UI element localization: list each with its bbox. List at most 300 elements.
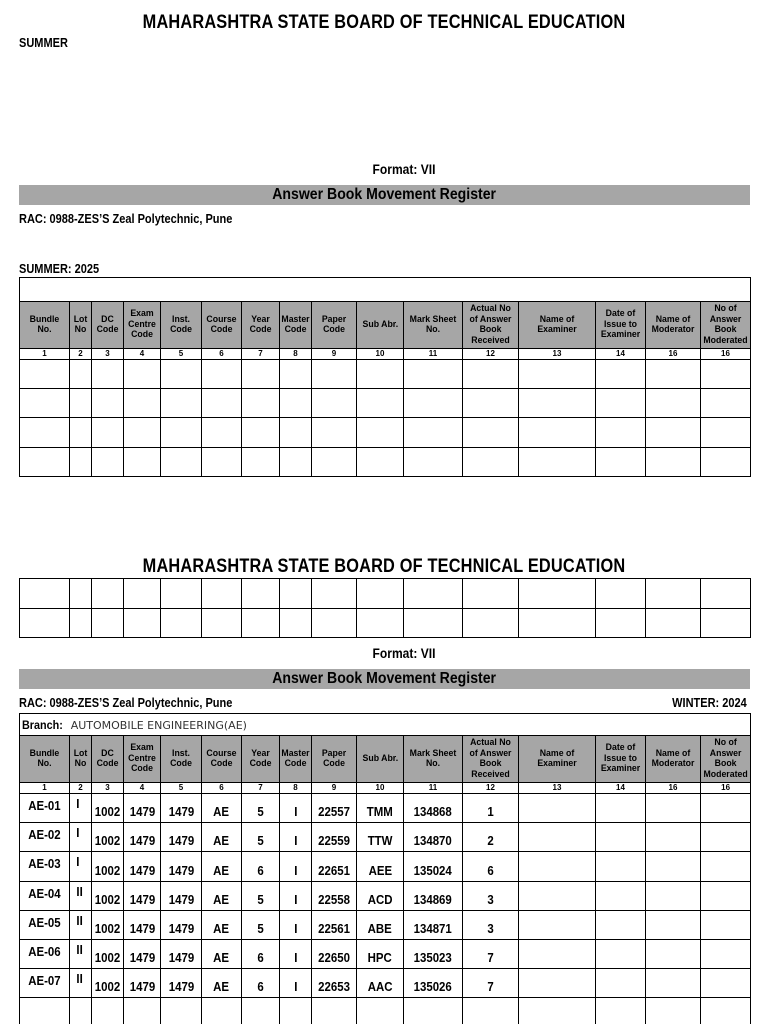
- column-header: [161, 736, 202, 783]
- table-cell[interactable]: [646, 852, 701, 881]
- table-cell[interactable]: [646, 969, 701, 998]
- column-header-label: Exam Centre Code: [128, 308, 156, 341]
- table-cell: [312, 823, 357, 852]
- table-cell[interactable]: [280, 579, 312, 609]
- column-header: [519, 302, 596, 349]
- column-header-label: Paper Code: [321, 747, 347, 769]
- column-header-label: Mark Sheet No.: [409, 313, 457, 335]
- table-cell[interactable]: [70, 360, 92, 389]
- table-cell[interactable]: [312, 579, 357, 609]
- cell-value: ABE: [367, 920, 393, 936]
- column-header-label: Bundle No.: [29, 747, 60, 769]
- table-cell[interactable]: [357, 608, 404, 638]
- table-cell[interactable]: [701, 447, 751, 476]
- blank-row: [20, 360, 751, 389]
- cell-value: TMM: [366, 804, 394, 820]
- column-header: [357, 302, 404, 349]
- table-cell[interactable]: [20, 998, 70, 1024]
- table-cell[interactable]: [463, 579, 519, 609]
- table-cell[interactable]: [161, 579, 202, 609]
- cell-value: 6: [257, 950, 264, 966]
- cell-value: AEE: [368, 862, 392, 878]
- table-cell[interactable]: [596, 969, 646, 998]
- table-cell[interactable]: [20, 579, 70, 609]
- table-cell[interactable]: [161, 998, 202, 1024]
- table-cell[interactable]: [161, 389, 202, 418]
- table-cell[interactable]: [596, 389, 646, 418]
- cell-value: 3: [487, 891, 494, 907]
- cell-value: 1002: [94, 833, 121, 849]
- table-cell: [463, 852, 519, 881]
- table-cell: [161, 881, 202, 910]
- table-cell[interactable]: [519, 360, 596, 389]
- table-cell[interactable]: [404, 998, 463, 1024]
- table-cell[interactable]: [242, 608, 280, 638]
- table-cell[interactable]: [519, 418, 596, 447]
- cell-value: AE: [213, 833, 230, 849]
- column-header: [404, 736, 463, 783]
- table-cell[interactable]: [519, 794, 596, 823]
- format-label-2: Format: VII: [372, 645, 436, 661]
- column-number: 11: [404, 349, 463, 360]
- column-header: [20, 302, 70, 349]
- table-cell: [312, 969, 357, 998]
- branch-value: AUTOMOBILE ENGINEERING(AE): [70, 718, 247, 732]
- column-header: [312, 736, 357, 783]
- table-cell[interactable]: [701, 910, 751, 939]
- table-cell[interactable]: [596, 939, 646, 968]
- table-cell[interactable]: [404, 608, 463, 638]
- table-cell[interactable]: [202, 447, 242, 476]
- column-header-label: Year Code: [249, 747, 272, 769]
- table-cell[interactable]: [519, 389, 596, 418]
- table-cell: [161, 823, 202, 852]
- column-header: [280, 302, 312, 349]
- register-title-band-2: [19, 669, 750, 689]
- table-cell[interactable]: [124, 447, 161, 476]
- table-cell[interactable]: [92, 389, 124, 418]
- table-cell: [124, 852, 161, 881]
- cell-value: 22558: [318, 891, 350, 907]
- column-header-label: No of Answer Book Moderated: [703, 737, 748, 780]
- cell-value: II: [76, 912, 83, 928]
- cell-value: AE: [213, 804, 230, 820]
- table-cell[interactable]: [596, 823, 646, 852]
- table-cell[interactable]: [701, 794, 751, 823]
- table-cell[interactable]: [280, 998, 312, 1024]
- table-cell[interactable]: [646, 910, 701, 939]
- table-row: [20, 794, 751, 823]
- table-cell[interactable]: [463, 447, 519, 476]
- table-cell[interactable]: [701, 939, 751, 968]
- cell-value: AE: [213, 920, 230, 936]
- column-number: 13: [519, 783, 596, 794]
- column-number: 3: [92, 349, 124, 360]
- column-header-label: Bundle No.: [29, 313, 60, 335]
- cell-value: AE-03: [28, 856, 61, 872]
- column-header-label: No of Answer Book Moderated: [703, 303, 748, 346]
- table-cell: [202, 852, 242, 881]
- table-cell[interactable]: [357, 360, 404, 389]
- table-cell[interactable]: [701, 389, 751, 418]
- blank-row: [20, 418, 751, 447]
- table-cell[interactable]: [70, 998, 92, 1024]
- cell-value: I: [293, 833, 298, 849]
- table-cell[interactable]: [404, 360, 463, 389]
- table-cell[interactable]: [242, 447, 280, 476]
- table-cell[interactable]: [92, 360, 124, 389]
- table-cell[interactable]: [519, 852, 596, 881]
- table-cell[interactable]: [202, 418, 242, 447]
- column-number: 7: [242, 349, 280, 360]
- table-cell[interactable]: [280, 418, 312, 447]
- cell-value: AE: [213, 891, 230, 907]
- table-cell[interactable]: [463, 998, 519, 1024]
- table-cell[interactable]: [312, 360, 357, 389]
- table-cell: [280, 939, 312, 968]
- column-number: 12: [463, 783, 519, 794]
- table-cell[interactable]: [280, 360, 312, 389]
- cell-value: 1479: [168, 833, 194, 849]
- table-cell[interactable]: [20, 360, 70, 389]
- cell-value: 7: [487, 979, 494, 995]
- table-cell[interactable]: [519, 998, 596, 1024]
- cell-value: 1002: [94, 862, 121, 878]
- table-cell[interactable]: [519, 910, 596, 939]
- column-header-label: Name of Moderator: [651, 313, 695, 335]
- table-cell[interactable]: [701, 418, 751, 447]
- table-cell: [124, 881, 161, 910]
- table-cell[interactable]: [646, 447, 701, 476]
- table-row: [20, 969, 751, 998]
- table-cell: [161, 794, 202, 823]
- column-header-label: Lot No: [73, 747, 88, 769]
- table-cell[interactable]: [646, 823, 701, 852]
- table-cell[interactable]: [242, 579, 280, 609]
- table-cell[interactable]: [70, 447, 92, 476]
- table-cell: [92, 794, 124, 823]
- table-cell[interactable]: [519, 939, 596, 968]
- table-cell[interactable]: [646, 579, 701, 609]
- column-header: [357, 736, 404, 783]
- table-cell: [202, 881, 242, 910]
- table-cell: [124, 939, 161, 968]
- session-winter: WINTER: 2024: [672, 696, 747, 710]
- table-cell: [242, 852, 280, 881]
- table-cell[interactable]: [701, 998, 751, 1024]
- table-row: [20, 823, 751, 852]
- table-row: [20, 939, 751, 968]
- table-cell[interactable]: [202, 608, 242, 638]
- column-number: 4: [124, 349, 161, 360]
- table-cell[interactable]: [357, 389, 404, 418]
- table-cell[interactable]: [596, 794, 646, 823]
- column-header-label: Exam Centre Code: [128, 742, 156, 775]
- table-cell: [280, 910, 312, 939]
- table-cell[interactable]: [70, 418, 92, 447]
- cell-value: II: [76, 941, 83, 957]
- table-cell[interactable]: [646, 389, 701, 418]
- table-cell[interactable]: [92, 579, 124, 609]
- table-cell[interactable]: [357, 579, 404, 609]
- column-header: [161, 302, 202, 349]
- table-cell[interactable]: [357, 447, 404, 476]
- table-cell: [242, 881, 280, 910]
- cell-value: 1479: [129, 920, 155, 936]
- cell-value: 134869: [413, 891, 453, 907]
- table-cell[interactable]: [161, 447, 202, 476]
- table-cell[interactable]: [596, 579, 646, 609]
- column-header: [92, 302, 124, 349]
- table-cell[interactable]: [596, 418, 646, 447]
- column-number: 7: [242, 783, 280, 794]
- table-cell[interactable]: [92, 447, 124, 476]
- table-cell: [463, 910, 519, 939]
- table-cell: [242, 823, 280, 852]
- table-cell[interactable]: [701, 852, 751, 881]
- table-cell[interactable]: [519, 881, 596, 910]
- table-cell[interactable]: [463, 389, 519, 418]
- cell-value: II: [76, 971, 83, 987]
- column-header: [463, 302, 519, 349]
- table-cell[interactable]: [312, 389, 357, 418]
- table-cell[interactable]: [20, 447, 70, 476]
- table-cell[interactable]: [124, 360, 161, 389]
- table-cell[interactable]: [646, 939, 701, 968]
- table-cell[interactable]: [20, 389, 70, 418]
- table-cell: [161, 910, 202, 939]
- table-cell[interactable]: [646, 794, 701, 823]
- table-cell[interactable]: [701, 579, 751, 609]
- table-cell[interactable]: [124, 608, 161, 638]
- column-number: 16: [701, 349, 751, 360]
- table-cell[interactable]: [596, 608, 646, 638]
- table-cell: [357, 794, 404, 823]
- column-number-row: [20, 349, 751, 360]
- cell-value: TTW: [367, 833, 393, 849]
- cell-value: I: [76, 854, 80, 870]
- table-cell: [70, 852, 92, 881]
- table-cell: [280, 852, 312, 881]
- header-row: [20, 736, 751, 783]
- table-cell: [70, 939, 92, 968]
- table-cell: [124, 969, 161, 998]
- column-header: [519, 736, 596, 783]
- table-cell[interactable]: [20, 608, 70, 638]
- table-cell[interactable]: [242, 998, 280, 1024]
- cell-value: 22650: [318, 950, 350, 966]
- table-cell[interactable]: [242, 360, 280, 389]
- table-cell: [70, 794, 92, 823]
- table-cell[interactable]: [161, 418, 202, 447]
- table-cell[interactable]: [280, 608, 312, 638]
- column-number: 16: [701, 783, 751, 794]
- table-cell[interactable]: [124, 998, 161, 1024]
- table-cell[interactable]: [519, 608, 596, 638]
- table-cell[interactable]: [596, 998, 646, 1024]
- table-cell[interactable]: [280, 389, 312, 418]
- column-number: 9: [312, 783, 357, 794]
- cell-value: 2: [487, 833, 494, 849]
- table-cell[interactable]: [242, 418, 280, 447]
- column-header-label: DC Code: [96, 747, 119, 769]
- cell-value: 22651: [318, 862, 350, 878]
- column-header-label: Actual No of Answer Book Received: [469, 303, 512, 346]
- table-cell: [242, 969, 280, 998]
- cell-value: AE-06: [28, 943, 61, 959]
- table-cell[interactable]: [202, 579, 242, 609]
- cell-value: I: [293, 979, 298, 995]
- column-header: [124, 302, 161, 349]
- table-cell: [124, 910, 161, 939]
- table-cell[interactable]: [124, 579, 161, 609]
- table-cell[interactable]: [646, 418, 701, 447]
- table-cell: [357, 910, 404, 939]
- table-cell[interactable]: [404, 579, 463, 609]
- table-cell[interactable]: [357, 418, 404, 447]
- table-cell[interactable]: [404, 447, 463, 476]
- column-number: 14: [596, 783, 646, 794]
- table-cell[interactable]: [404, 389, 463, 418]
- column-header: [242, 302, 280, 349]
- table-cell: [404, 939, 463, 968]
- register-table-summer: [19, 277, 751, 477]
- table-cell[interactable]: [92, 418, 124, 447]
- table-cell: [463, 969, 519, 998]
- cell-value: 22653: [318, 979, 350, 995]
- column-header-label: Actual No of Answer Book Received: [469, 737, 512, 780]
- cell-value: 1479: [168, 804, 194, 820]
- table-cell: [202, 910, 242, 939]
- column-number: 10: [357, 783, 404, 794]
- table-cell[interactable]: [701, 881, 751, 910]
- table-cell[interactable]: [312, 418, 357, 447]
- table-cell[interactable]: [70, 579, 92, 609]
- table-cell: [70, 881, 92, 910]
- blank-row: [20, 389, 751, 418]
- column-header: [312, 302, 357, 349]
- cell-value: 1002: [94, 979, 121, 995]
- cell-value: AE: [213, 862, 230, 878]
- table-cell[interactable]: [404, 418, 463, 447]
- table-cell[interactable]: [646, 360, 701, 389]
- column-number-row: [20, 783, 751, 794]
- column-header-label: Master Code: [281, 747, 310, 769]
- table-cell[interactable]: [596, 881, 646, 910]
- cell-value: 1479: [129, 979, 155, 995]
- table-cell[interactable]: [596, 360, 646, 389]
- column-header: [70, 302, 92, 349]
- table-cell[interactable]: [596, 447, 646, 476]
- table-cell[interactable]: [463, 418, 519, 447]
- table-cell[interactable]: [701, 969, 751, 998]
- table-cell: [92, 969, 124, 998]
- cell-value: I: [76, 825, 80, 841]
- table-cell[interactable]: [70, 389, 92, 418]
- column-number: 8: [280, 783, 312, 794]
- table-cell[interactable]: [519, 579, 596, 609]
- blank-row: [20, 579, 751, 609]
- cell-value: ACD: [367, 891, 393, 907]
- table-cell[interactable]: [596, 910, 646, 939]
- rac-label: RAC: 0988-ZES’S Zeal Polytechnic, Pune: [19, 212, 233, 226]
- table-cell[interactable]: [463, 360, 519, 389]
- table-cell[interactable]: [124, 389, 161, 418]
- table-cell[interactable]: [596, 852, 646, 881]
- table-cell: [242, 794, 280, 823]
- cell-value: 135023: [413, 950, 453, 966]
- table-cell: [357, 939, 404, 968]
- cell-value: HPC: [367, 950, 393, 966]
- column-number: 12: [463, 349, 519, 360]
- table-cell[interactable]: [202, 389, 242, 418]
- table-cell[interactable]: [312, 998, 357, 1024]
- table-cell: [312, 881, 357, 910]
- register-table-winter: [19, 713, 751, 1024]
- table-cell: [161, 969, 202, 998]
- cell-value: 1479: [129, 804, 155, 820]
- table-cell[interactable]: [202, 998, 242, 1024]
- table-cell: [70, 823, 92, 852]
- table-cell[interactable]: [280, 447, 312, 476]
- table-cell[interactable]: [202, 360, 242, 389]
- table-cell[interactable]: [519, 447, 596, 476]
- column-number: 5: [161, 349, 202, 360]
- table-cell: [242, 910, 280, 939]
- table-cell[interactable]: [20, 418, 70, 447]
- table-cell[interactable]: [312, 447, 357, 476]
- column-header-label: Year Code: [249, 313, 272, 335]
- table-cell[interactable]: [161, 608, 202, 638]
- table-cell: [124, 794, 161, 823]
- column-header: [646, 302, 701, 349]
- table-cell[interactable]: [312, 608, 357, 638]
- table-cell[interactable]: [242, 389, 280, 418]
- table-cell[interactable]: [463, 608, 519, 638]
- table-cell: [357, 881, 404, 910]
- table-cell[interactable]: [161, 360, 202, 389]
- table-cell[interactable]: [519, 823, 596, 852]
- table-cell[interactable]: [92, 608, 124, 638]
- table-cell: [202, 823, 242, 852]
- table-cell[interactable]: [701, 360, 751, 389]
- cell-value: 1479: [168, 891, 194, 907]
- table-cell[interactable]: [701, 608, 751, 638]
- table-cell[interactable]: [701, 823, 751, 852]
- table-cell[interactable]: [646, 998, 701, 1024]
- table-cell[interactable]: [519, 969, 596, 998]
- table-cell[interactable]: [646, 608, 701, 638]
- table-cell[interactable]: [124, 418, 161, 447]
- table-cell: [404, 910, 463, 939]
- table-cell[interactable]: [646, 881, 701, 910]
- table-cell[interactable]: [357, 998, 404, 1024]
- column-header: [463, 736, 519, 783]
- table-cell[interactable]: [92, 998, 124, 1024]
- blank-row: [20, 998, 751, 1024]
- table-cell[interactable]: [70, 608, 92, 638]
- table-cell: [357, 969, 404, 998]
- table-cell: [312, 910, 357, 939]
- cell-value: 1002: [94, 891, 121, 907]
- table-cell: [463, 794, 519, 823]
- cell-value: AE: [213, 950, 230, 966]
- table-cell: [161, 939, 202, 968]
- cell-value: 134870: [413, 833, 453, 849]
- column-header: [646, 736, 701, 783]
- column-header-label: Lot No: [73, 313, 88, 335]
- table-cell: [92, 910, 124, 939]
